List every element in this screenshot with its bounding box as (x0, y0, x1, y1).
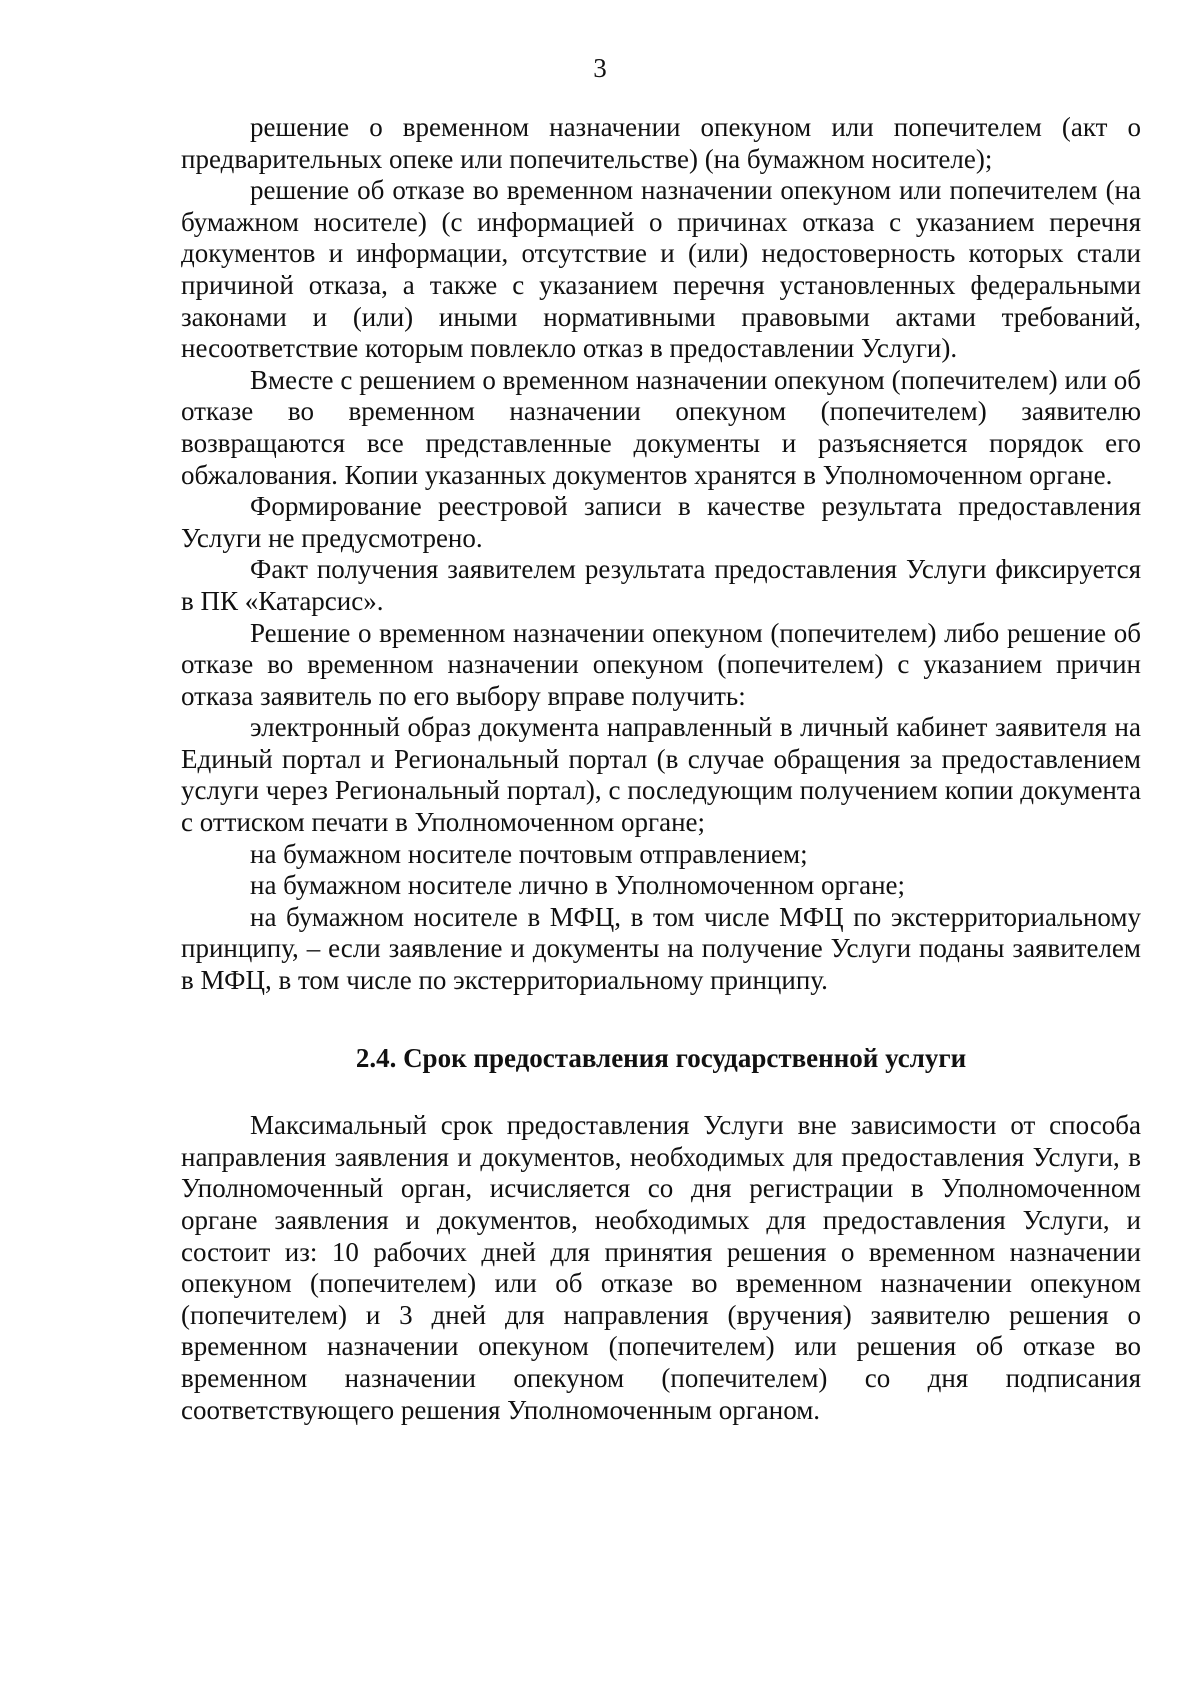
paragraph-refusal-decision: решение об отказе во временном назначении опекуном или попечителем (на бумажном носителе) (с информацией о причинах отказа с указанием перечня документов и информации, отсутствие и (или) недостоверность которых стали причиной отказа, а также с указанием перечня установленных федеральными законами и (или) иными нормативными правовыми актами требований, несоответствие которым повлекло отказ в предоставлении Услуги). (181, 175, 1141, 364)
paragraph-katarsis-record: Факт получения заявителем результата предоставления Услуги фиксируется в ПК «Катарсис». (181, 554, 1141, 616)
list-item-in-person: на бумажном носителе лично в Уполномоченном органе; (250, 870, 906, 901)
list-item-postal: на бумажном носителе почтовым отправлением; (250, 838, 808, 869)
page-number: 3 (593, 53, 607, 83)
paragraph-receipt-options: Решение о временном назначении опекуном (попечителем) либо решение об отказе во временном назначении опекуном (попечителем) с указанием причин отказа заявитель по его выбору вправе получить: (181, 617, 1141, 711)
list-item-electronic: электронный образ документа направленный в личный кабинет заявителя на Единый портал и Региональный портал (в случае обращения за предоставлением услуги через Региональный портал), с последующим получением копии документа с оттиском печати в Уполномоченном органе; (181, 712, 1141, 838)
paragraph-documents-return: Вместе с решением о временном назначении опекуном (попечителем) или об отказе во временном назначении опекуном (попечителем) заявителю возвращаются все представленные документы и разъясняется порядок его обжалования. Копии указанных документов хранятся в Уполномоченном органе. (181, 364, 1141, 490)
paragraph-registry-record: Формирование реестровой записи в качестве результата предоставления Услуги не предусмотрено. (181, 491, 1141, 553)
document-body (181, 112, 1141, 1426)
list-item-mfc: на бумажном носителе в МФЦ, в том числе МФЦ по экстерриториальному принципу, – если заявление и документы на получение Услуги поданы заявителем в МФЦ, в том числе по экстерриториальному принципу. (181, 901, 1141, 996)
section-heading: 2.4. Срок предоставления государственной услуги (355, 1042, 967, 1073)
paragraph-service-term: Максимальный срок предоставления Услуги вне зависимости от способа направления заявления и документов, необходимых для предоставления Услуги, в Уполномоченный орган, исчисляется со дня регистрации в Уполномоченном органе заявления и документов, необходимых для предоставления Услуги, и состоит из: 10 рабочих дней для принятия решения о временном назначении опекуном (попечителем) или об отказе во временном назначении опекуном (попечителем) и 3 дней для направления (вручения) заявителю решения о временном назначении опекуном (попечителем) или решения об отказе во временном назначении опекуном (попечителем) со дня подписания соответствующего решения Уполномоченным органом. (181, 1110, 1141, 1425)
paragraph-temporary-appointment-decision: решение о временном назначении опекуном или попечителем (акт о предварительных опеке или попечительстве) (на бумажном носителе); (181, 112, 1141, 174)
